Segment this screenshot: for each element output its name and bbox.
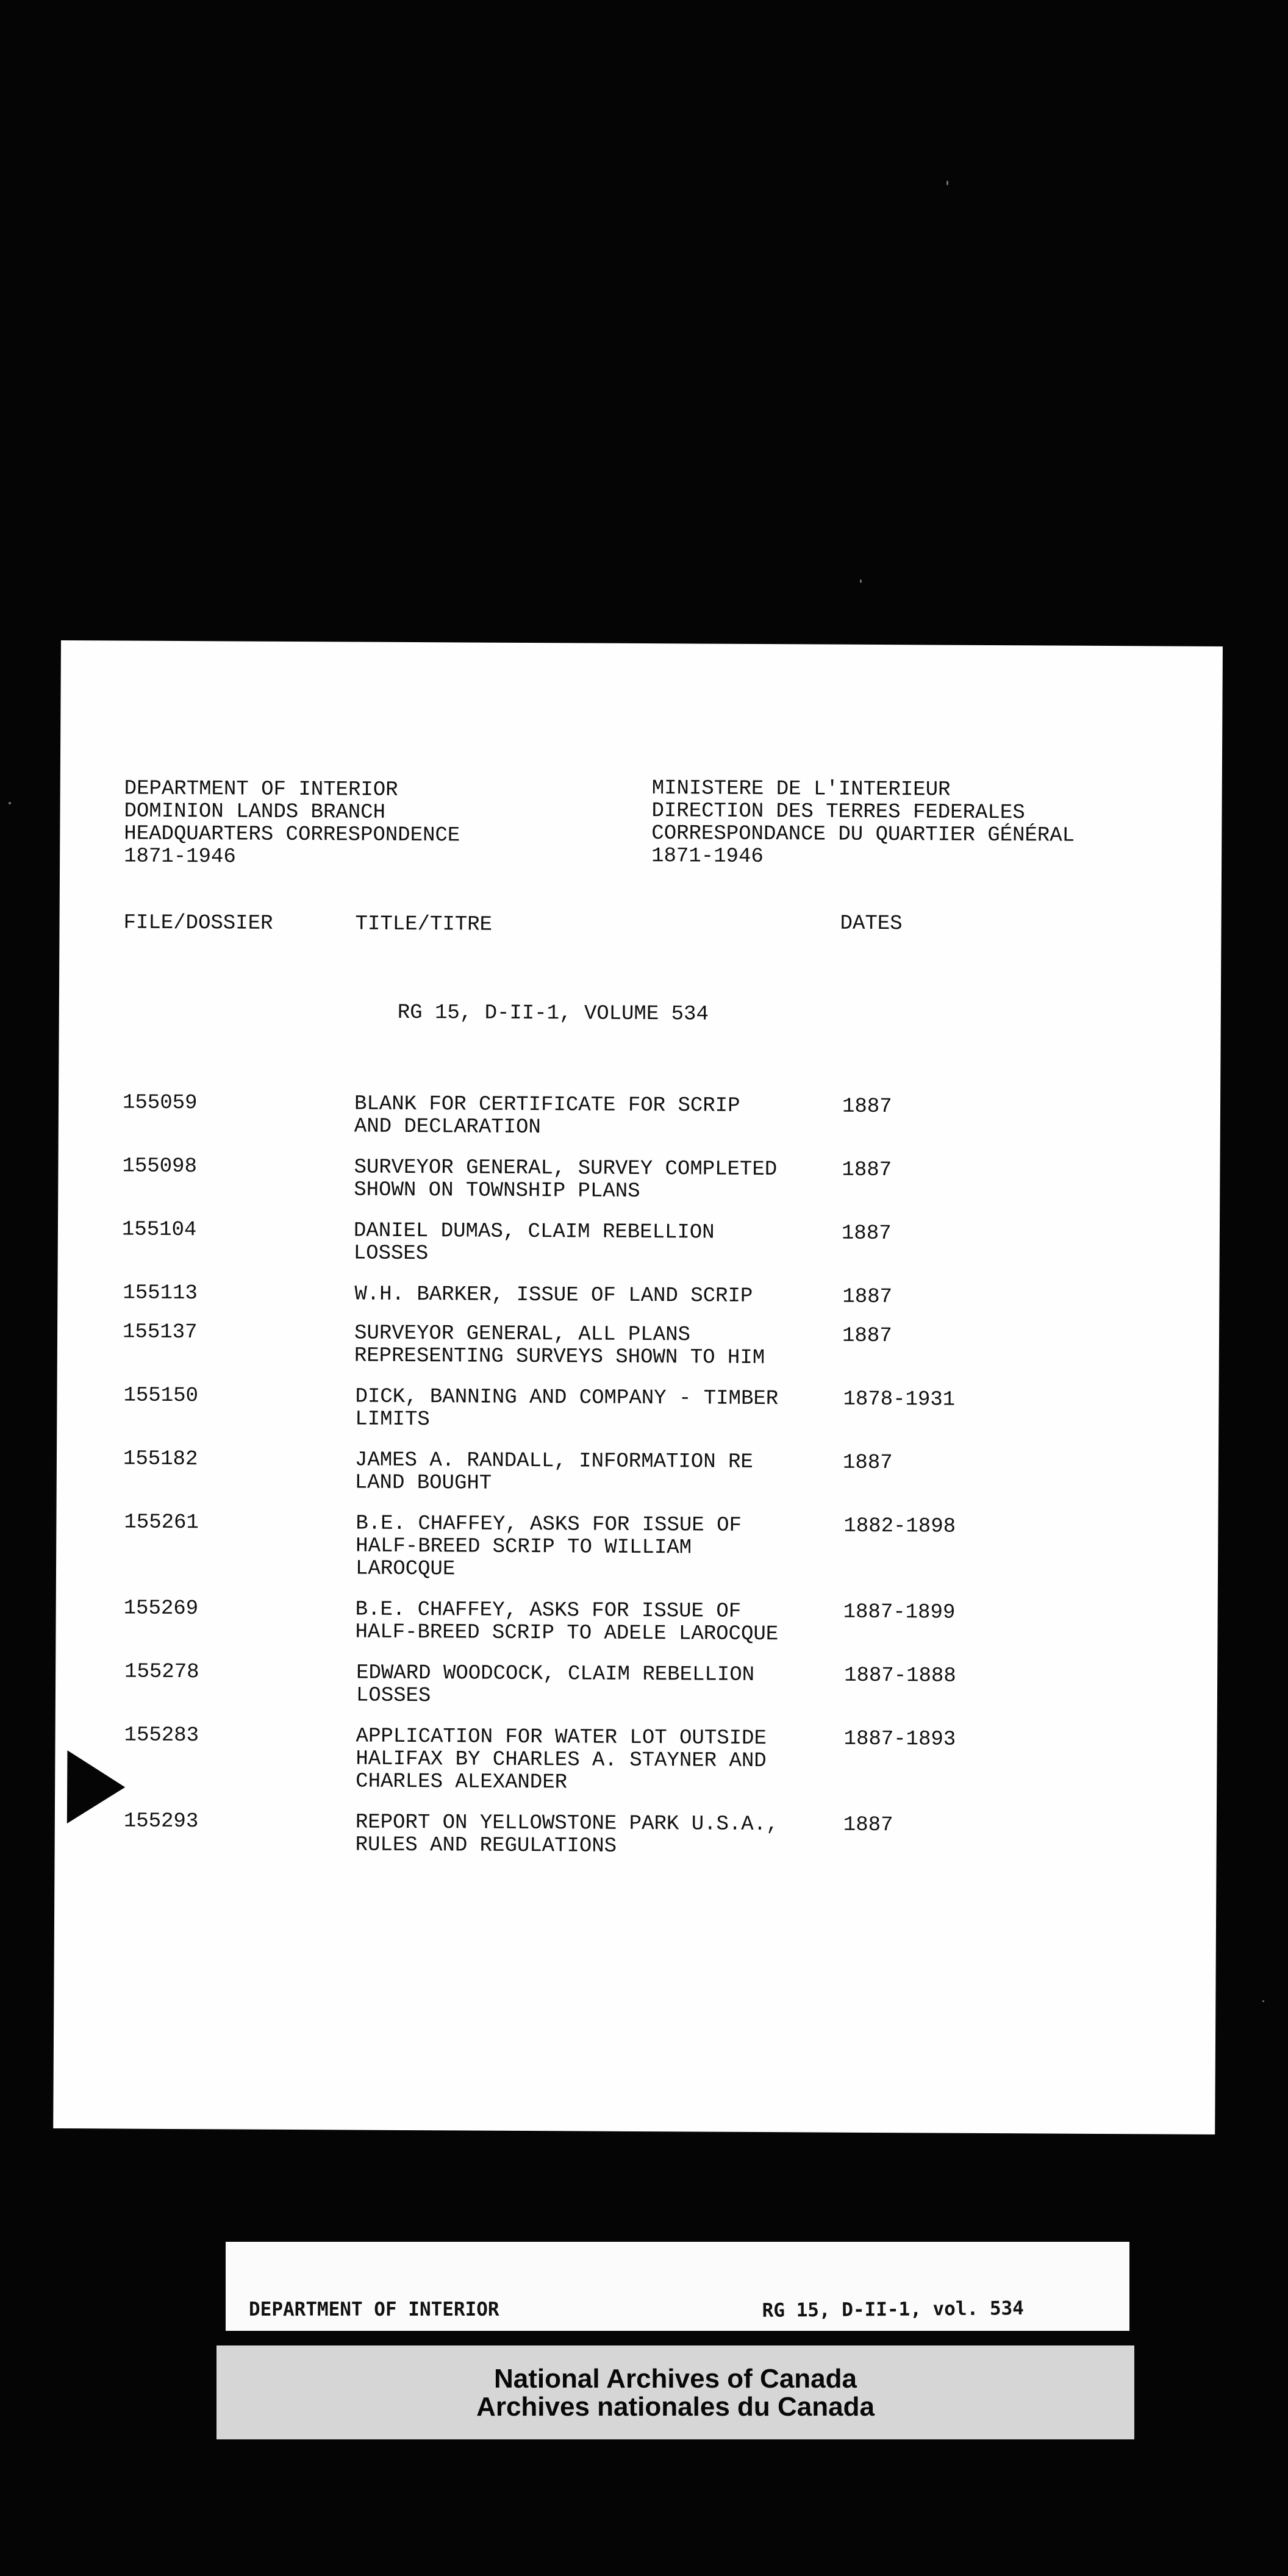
file-title — [354, 1220, 842, 1268]
file-number: 155059 — [122, 1091, 198, 1115]
file-title-line: LOSSES — [356, 1684, 431, 1708]
header-english — [124, 778, 460, 870]
volume-heading: RG 15, D-II-1, VOLUME 534 — [397, 1001, 709, 1026]
header-series: HEADQUARTERS CORRESPONDENCE — [124, 822, 460, 848]
column-header-title: TITLE/TITRE — [355, 912, 493, 937]
file-dates: 1887 — [842, 1324, 892, 1348]
file-number: 155283 — [124, 1723, 199, 1748]
label-ref: RG 15, D-II-1, vol. 534 — [762, 2297, 1025, 2322]
file-title-line: EDWARD WOODCOCK, CLAIM REBELLION — [356, 1661, 755, 1687]
catalogue-page — [53, 640, 1223, 2134]
file-title — [355, 1450, 843, 1497]
file-title-line: LAROCQUE — [355, 1557, 456, 1581]
file-title-line: LIMITS — [355, 1408, 430, 1432]
file-entry — [123, 1385, 1172, 1436]
file-dates: 1887 — [842, 1451, 893, 1475]
file-number: 155104 — [121, 1218, 197, 1242]
file-dates: 1887 — [842, 1158, 892, 1182]
file-title-line: LAND BOUGHT — [354, 1471, 492, 1495]
file-title-line: BLANK FOR CERTIFICATE FOR SCRIP — [354, 1092, 740, 1118]
file-entry — [122, 1219, 1171, 1270]
file-number: 155293 — [123, 1809, 199, 1834]
file-title — [355, 1386, 843, 1434]
file-title-line: SURVEYOR GENERAL, SURVEY COMPLETED — [354, 1156, 778, 1182]
file-title-line: SHOWN ON TOWNSHIP PLANS — [354, 1178, 640, 1203]
file-title — [356, 1513, 844, 1583]
header-branch: DOMINION LANDS BRANCH — [124, 800, 386, 825]
header-department-fr: MINISTERE DE L'INTERIEUR — [651, 777, 951, 802]
file-title — [354, 1284, 842, 1309]
banner-french: Archives nationales du Canada — [476, 2392, 875, 2422]
header-french — [651, 778, 1075, 870]
selected-entry-pointer — [67, 1750, 126, 1823]
file-dates: 1887 — [842, 1095, 892, 1119]
file-title — [354, 1093, 842, 1141]
file-number: 155137 — [122, 1320, 198, 1345]
file-number: 155278 — [124, 1660, 199, 1684]
file-title-line: HALIFAX BY CHARLES A. STAYNER AND — [356, 1747, 767, 1773]
file-title-line: B.E. CHAFFEY, ASKS FOR ISSUE OF — [356, 1512, 742, 1537]
file-title — [356, 1662, 844, 1710]
header-series-fr: CORRESPONDANCE DU QUARTIER GÉNÉRAL — [651, 822, 1075, 848]
file-number: 155182 — [123, 1447, 198, 1472]
file-title-line: AND DECLARATION — [354, 1115, 541, 1140]
file-title-line: CHARLES ALEXANDER — [356, 1770, 568, 1795]
file-dates: 1887 — [841, 1222, 892, 1246]
banner-english: National Archives of Canada — [494, 2364, 857, 2394]
file-entry — [124, 1811, 1173, 1861]
file-title-line: REPORT ON YELLOWSTONE PARK U.S.A., — [355, 1811, 779, 1837]
background-speck — [946, 181, 948, 185]
file-title-line: HALF-BREED SCRIP TO WILLIAM — [356, 1534, 692, 1560]
archives-banner — [216, 2345, 1134, 2439]
header-department: DEPARTMENT OF INTERIOR — [124, 777, 398, 802]
file-number: 155113 — [123, 1281, 198, 1306]
file-title — [356, 1726, 844, 1796]
file-title-line: DANIEL DUMAS, CLAIM REBELLION — [353, 1219, 715, 1245]
file-title — [355, 1599, 843, 1647]
file-title — [354, 1157, 842, 1204]
file-entry — [124, 1512, 1173, 1585]
file-number: 155269 — [123, 1597, 199, 1621]
file-list — [119, 1092, 1172, 1861]
file-dates: 1878-1931 — [843, 1387, 956, 1412]
file-title-line: HALF-BREED SCRIP TO ADELE LAROCQUE — [355, 1620, 779, 1647]
reference-label — [226, 2242, 1129, 2331]
file-title-line: LOSSES — [353, 1242, 429, 1266]
header-years-fr: 1871-1946 — [651, 845, 764, 869]
file-title — [356, 1812, 843, 1859]
file-title-line: DICK, BANNING AND COMPANY - TIMBER — [355, 1385, 779, 1411]
file-dates: 1882-1898 — [843, 1514, 956, 1539]
file-title — [354, 1323, 842, 1370]
header-branch-fr: DIRECTION DES TERRES FEDERALES — [651, 800, 1025, 825]
file-entry — [124, 1725, 1173, 1798]
file-dates: 1887-1893 — [843, 1727, 956, 1751]
column-header-file: FILE/DOSSIER — [123, 911, 273, 936]
header-years: 1871-1946 — [124, 845, 236, 869]
file-entry — [123, 1283, 1172, 1311]
file-number: 155150 — [123, 1384, 199, 1408]
file-title-line: RULES AND REGULATIONS — [355, 1833, 617, 1858]
file-title-line: B.E. CHAFFEY, ASKS FOR ISSUE OF — [355, 1598, 742, 1623]
file-entry — [122, 1156, 1171, 1206]
file-entry — [124, 1661, 1173, 1712]
label-dept-en: DEPARTMENT OF INTERIOR — [249, 2299, 499, 2320]
file-number: 155098 — [122, 1154, 198, 1179]
background-speck — [9, 802, 11, 804]
file-title-line: APPLICATION FOR WATER LOT OUTSIDE — [356, 1725, 767, 1751]
file-entry — [123, 1598, 1172, 1648]
file-dates: 1887-1899 — [843, 1600, 956, 1625]
file-entry — [123, 1322, 1172, 1372]
file-dates: 1887 — [843, 1813, 893, 1837]
file-entry — [123, 1092, 1172, 1143]
background-speck — [860, 579, 862, 583]
file-dates: 1887-1888 — [844, 1664, 956, 1688]
background-speck — [1262, 2000, 1264, 2002]
column-header-dates: DATES — [840, 912, 903, 936]
file-dates: 1887 — [842, 1285, 893, 1309]
file-title-line: REPRESENTING SURVEYS SHOWN TO HIM — [354, 1344, 765, 1370]
file-title-line: W.H. BARKER, ISSUE OF LAND SCRIP — [354, 1283, 753, 1308]
file-number: 155261 — [124, 1511, 199, 1535]
file-title-line: JAMES A. RANDALL, INFORMATION RE — [354, 1448, 753, 1474]
file-entry — [123, 1448, 1172, 1499]
file-title-line: SURVEYOR GENERAL, ALL PLANS — [354, 1322, 691, 1347]
